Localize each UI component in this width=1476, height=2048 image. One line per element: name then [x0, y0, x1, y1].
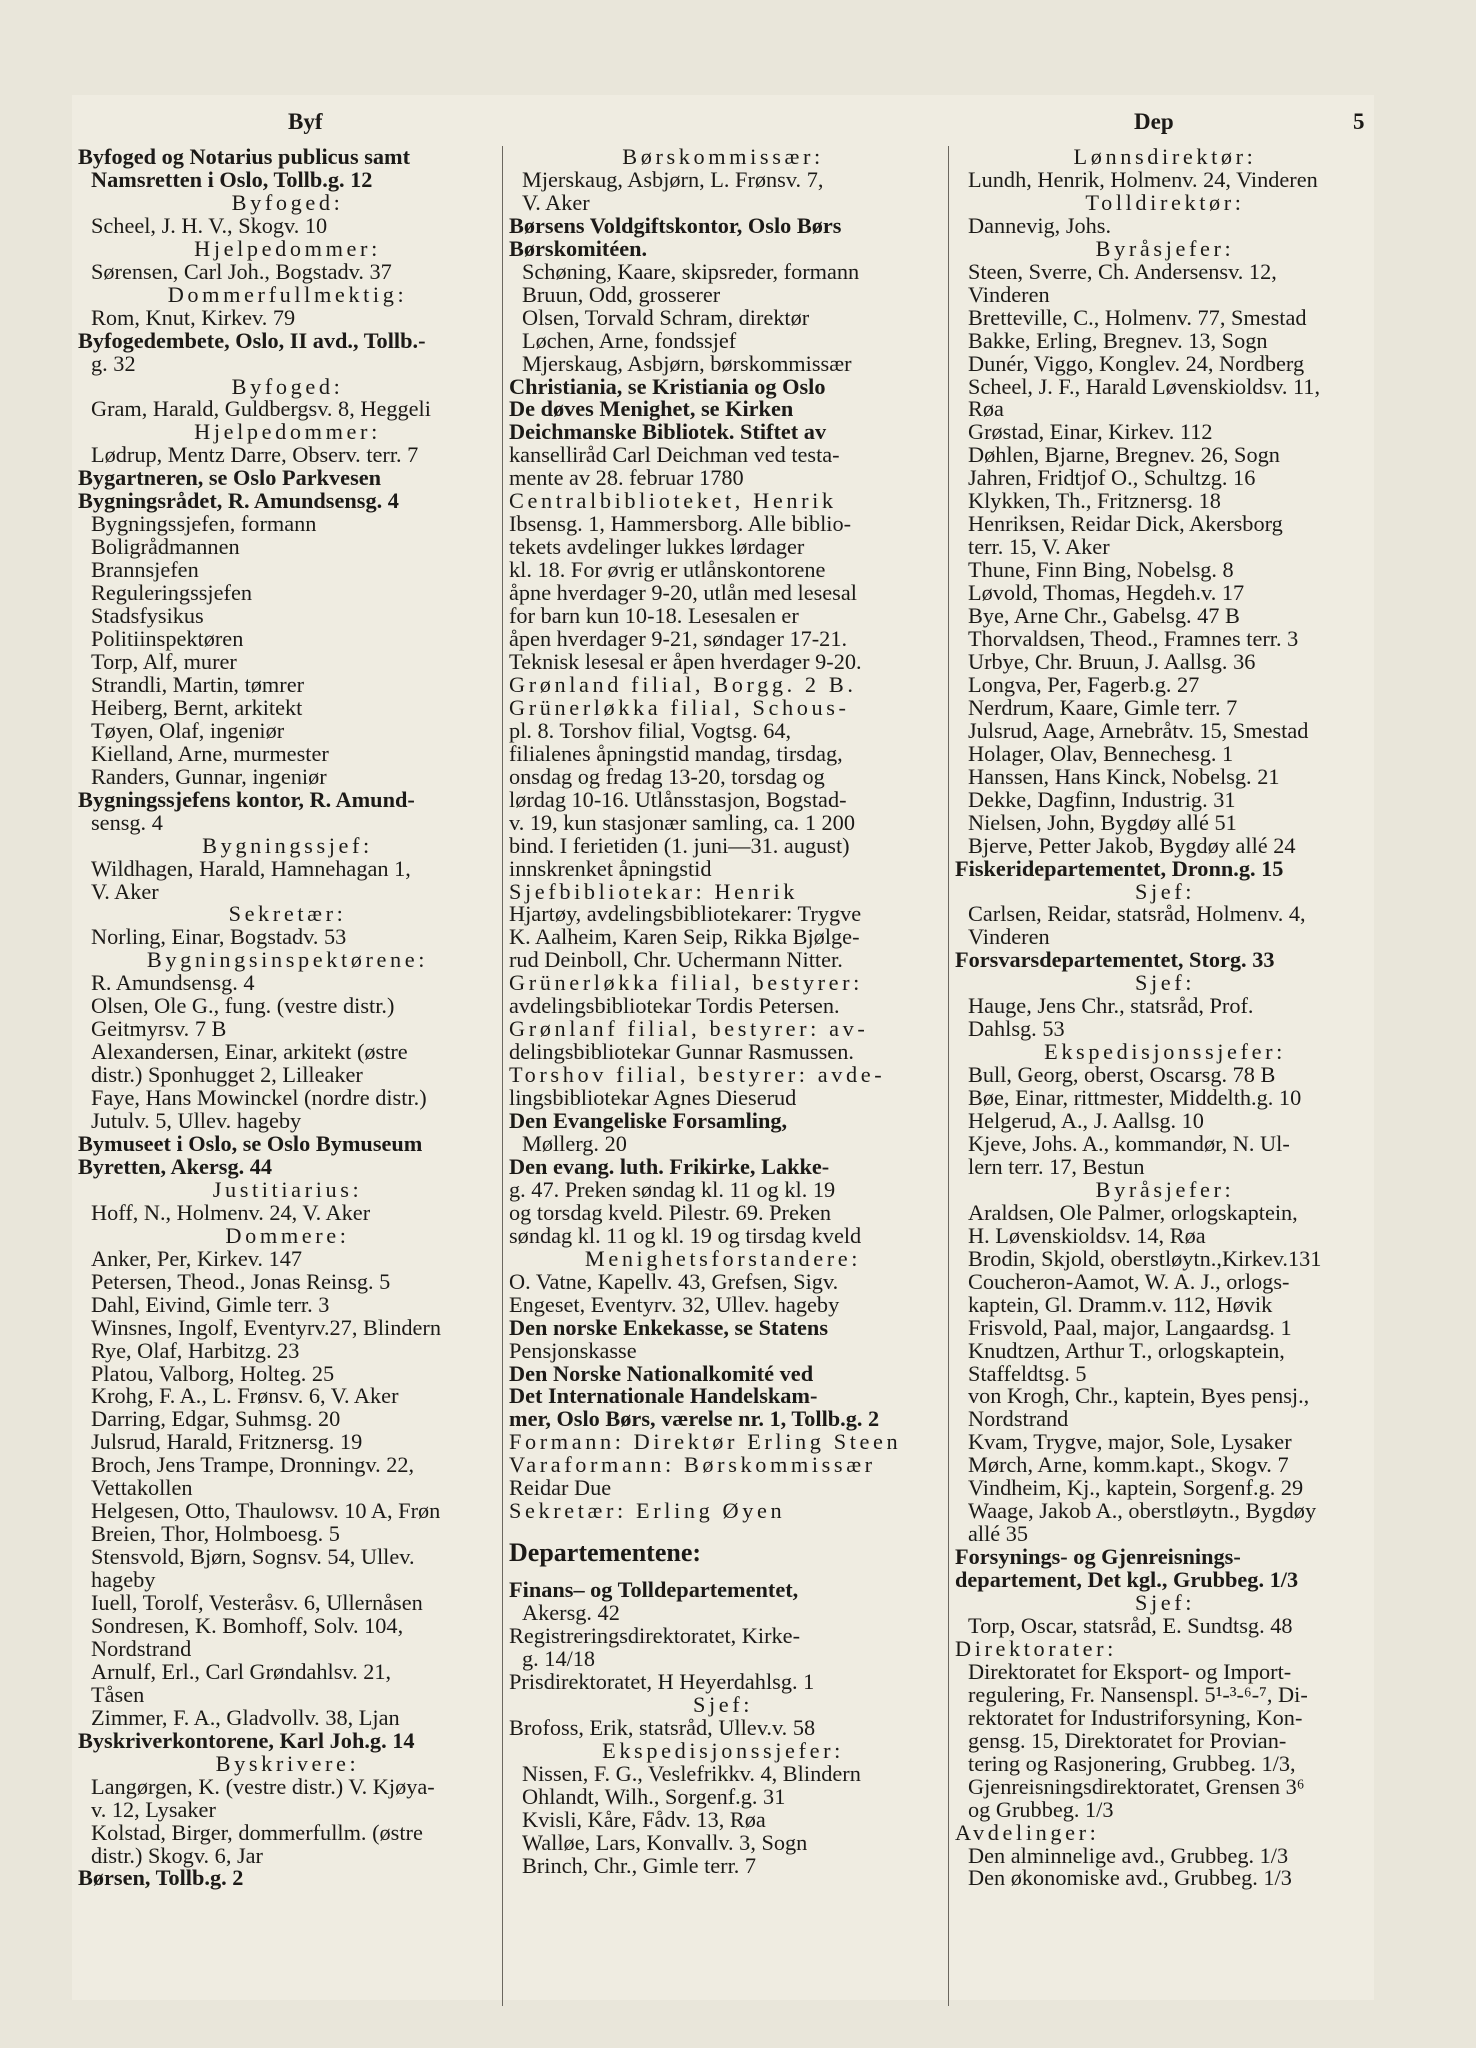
entry-line: søndag kl. 11 og kl. 19 og tirsdag kveld: [509, 1222, 862, 1248]
role-heading: Varaformann: Børskommissær: [509, 1452, 876, 1478]
entry-line: Mjerskaug, Asbjørn, børskommissær: [522, 350, 852, 376]
entry-line: Rom, Knut, Kirkev. 79: [91, 304, 296, 330]
entry-line: Vinderen: [968, 281, 1050, 307]
entry-line: regulering, Fr. Nansenspl. 5¹-³-⁶-⁷, Di-: [968, 1681, 1308, 1707]
entry-line: Møllerg. 20: [522, 1130, 627, 1156]
entry-line: Bye, Arne Chr., Gabelsg. 47 B: [968, 603, 1240, 629]
entry-line: Kvam, Trygve, major, Sole, Lysaker: [968, 1429, 1292, 1455]
entry-line: Klykken, Th., Fritznersg. 18: [968, 488, 1221, 514]
entry-line: Sørensen, Carl Joh., Bogstadv. 37: [91, 258, 392, 284]
entry-line: Langørgen, K. (vestre distr.) V. Kjøya-: [91, 1773, 435, 1799]
entry-heading: Byfogedembete, Oslo, II avd., Tollb.-: [78, 327, 426, 353]
entry-line: Registreringsdirektoratet, Kirke-: [509, 1623, 801, 1649]
entry-line: kanselliråd Carl Deichman ved testa-: [509, 442, 840, 468]
entry-line: Mørch, Arne, komm.kapt., Skogv. 7: [968, 1452, 1289, 1478]
entry-heading: Den evang. luth. Frikirke, Lakke-: [509, 1153, 830, 1179]
entry-line: kaptein, Gl. Dramm.v. 112, Høvik: [968, 1291, 1273, 1317]
entry-line: allé 35: [968, 1521, 1029, 1547]
entry-line: Vinderen: [968, 924, 1050, 950]
entry-line: Den alminnelige avd., Grubbeg. 1/3: [968, 1842, 1289, 1868]
entry-line: distr.) Sponhugget 2, Lilleaker: [91, 1062, 363, 1088]
entry-line: Dahl, Eivind, Gimle terr. 3: [91, 1291, 330, 1317]
entry-line: Grøstad, Einar, Kirkev. 112: [968, 419, 1213, 445]
entry-line: Dekke, Dagfinn, Industrig. 31: [968, 786, 1236, 812]
entry-line: pl. 8. Torshov filial, Vogtsg. 64,: [509, 717, 792, 743]
entry-line: tering og Rasjonering, Grubbeg. 1/3,: [968, 1750, 1296, 1776]
entry-line: Kjeve, Johs. A., kommandør, N. Ul-: [968, 1130, 1290, 1156]
column-1: [78, 146, 497, 1890]
entry-line: kl. 18. For øvrig er utlånskontorene: [509, 557, 826, 583]
column-3: [955, 146, 1375, 1890]
entry-line: avdelingsbibliotekar Tordis Petersen.: [509, 993, 840, 1019]
role-heading: Grünerløkka filial, bestyrer:: [509, 970, 863, 996]
entry-line: Brodin, Skjold, oberstløytn.,Kirkev.131: [968, 1245, 1322, 1271]
entry-heading: Bygartneren, se Oslo Parkvesen: [78, 465, 382, 491]
entry-heading: Den Norske Nationalkomité ved: [509, 1360, 814, 1386]
entry-line: Iuell, Torolf, Vesteråsv. 6, Ullernåsen: [91, 1590, 423, 1616]
entry-line: onsdag og fredag 13-20, torsdag og: [509, 763, 825, 789]
entry-line: Heiberg, Bernt, arkitekt: [91, 694, 303, 720]
entry-heading: Finans– og Tolldepartementet,: [509, 1577, 799, 1603]
entry-line: Torp, Oscar, statsråd, E. Sundtsg. 48: [968, 1613, 1293, 1638]
entry-heading: Bymuseet i Oslo, se Oslo Bymuseum: [78, 1130, 423, 1156]
entry-line: Geitmyrsv. 7 B: [91, 1016, 227, 1042]
entry-line: Prisdirektoratet, H Heyerdahlsg. 1: [509, 1669, 815, 1694]
role-heading: Hjelpedommer:: [194, 235, 381, 261]
role-heading: Direktorater:: [955, 1635, 1117, 1661]
entry-line: Thorvaldsen, Theod., Framnes terr. 3: [968, 626, 1299, 652]
section-heading: Departementene:: [509, 1538, 702, 1568]
entry-line: lern terr. 17, Bestun: [968, 1153, 1145, 1179]
entry-line: Torp, Alf, murer: [91, 648, 237, 674]
entry-line: Bygningssjefen, formann: [91, 511, 317, 537]
entry-line: Den økonomiske avd., Grubbeg. 1/3: [968, 1865, 1292, 1891]
entry-line: Platou, Valborg, Holteg. 25: [91, 1360, 335, 1386]
entry-line: åpne hverdager 9-20, utlån med lesesal: [509, 580, 857, 606]
entry-line: Vettakollen: [91, 1475, 193, 1501]
entry-line: mente av 28. februar 1780: [509, 465, 744, 491]
entry-line: Coucheron-Aamot, W. A. J., orlogs-: [968, 1268, 1290, 1294]
entry-line: Krohg, F. A., L. Frønsv. 6, V. Aker: [91, 1383, 399, 1409]
entry-line: Reidar Due: [509, 1475, 612, 1501]
entry-line: Politiinspektøren: [91, 626, 244, 652]
entry-line: Lødrup, Mentz Darre, Observ. terr. 7: [91, 442, 419, 468]
role-heading: Torshov filial, bestyrer: avde-: [509, 1062, 886, 1088]
role-heading: Sjef:: [1134, 1590, 1196, 1616]
entry-line: Steen, Sverre, Ch. Andersensv. 12,: [968, 258, 1277, 284]
entry-line: Direktoratet for Eksport- og Import-: [968, 1658, 1292, 1684]
entry-heading: Den Evangeliske Forsamling,: [509, 1108, 788, 1134]
entry-heading: Den norske Enkekasse, se Statens: [509, 1314, 829, 1340]
entry-line: Staffeldtsg. 5: [968, 1360, 1087, 1386]
entry-line: Ibsensg. 1, Hammersborg. Alle biblio-: [509, 511, 852, 537]
entry-line: Bakke, Erling, Bregnev. 13, Sogn: [968, 327, 1268, 353]
entry-line: og torsdag kveld. Pilestr. 69. Preken: [509, 1199, 832, 1225]
role-heading: Tolldirektør:: [1085, 189, 1245, 215]
entry-line: Mjerskaug, Asbjørn, L. Frønsv. 7,: [522, 166, 824, 192]
entry-line: Tåsen: [91, 1681, 145, 1707]
entry-line: Stensvold, Bjørn, Sognsv. 54, Ullev.: [91, 1544, 415, 1570]
entry-line: Hauge, Jens Chr., statsråd, Prof.: [968, 993, 1254, 1019]
entry-line: Bull, Georg, oberst, Oscarsg. 78 B: [968, 1062, 1276, 1088]
entry-heading: mer, Oslo Børs, værelse nr. 1, Tollb.g. 2: [509, 1406, 880, 1432]
entry-line: Scheel, J. F., Harald Løvenskioldsv. 11,: [968, 373, 1321, 399]
entry-line: Brofoss, Erik, statsråd, Ullev.v. 58: [509, 1714, 816, 1740]
entry-heading: Byfoged og Notarius publicus samt: [78, 144, 411, 169]
entry-line: Schøning, Kaare, skipsreder, formann: [522, 258, 860, 284]
role-heading: Byskrivere:: [215, 1750, 360, 1776]
entry-line: K. Aalheim, Karen Seip, Rikka Bjølge-: [509, 924, 860, 950]
entry-line: Alexandersen, Einar, arkitekt (østre: [91, 1039, 408, 1065]
entry-line: Nissen, F. G., Veslefrikkv. 4, Blindern: [522, 1760, 861, 1786]
role-heading: Formann: Direktør Erling Steen: [509, 1429, 902, 1455]
entry-line: Boligrådmannen: [91, 534, 240, 560]
role-heading: Lønnsdirektør:: [1073, 144, 1257, 169]
entry-line: Knudtzen, Arthur T., orlogskaptein,: [968, 1337, 1285, 1363]
entry-line: rektoratet for Industriforsyning, Kon-: [968, 1704, 1303, 1730]
entry-heading: Namsretten i Oslo, Tollb.g. 12: [91, 166, 373, 192]
column-divider: [948, 146, 949, 2006]
entry-line: for barn kun 10-18. Lesesalen er: [509, 603, 799, 629]
entry-line: Darring, Edgar, Suhmsg. 20: [91, 1406, 341, 1432]
entry-line: sensg. 4: [91, 809, 163, 835]
role-heading: Byfoged:: [231, 373, 344, 399]
role-heading: Byråsjefer:: [1095, 235, 1235, 261]
entry-heading: Børsens Voldgiftskontor, Oslo Børs: [509, 212, 842, 238]
entry-line: H. Løvenskioldsv. 14, Røa: [968, 1222, 1206, 1248]
entry-line: Hjartøy, avdelingsbibliotekarer: Trygve: [509, 901, 862, 927]
role-heading: Dommerfullmektig:: [167, 281, 408, 307]
role-heading: Sekretær:: [228, 901, 347, 927]
entry-line: Brannsjefen: [91, 557, 199, 583]
entry-line: Brinch, Chr., Gimle terr. 7: [522, 1852, 757, 1878]
entry-line: bind. I ferietiden (1. juni—31. august): [509, 832, 850, 858]
entry-line: Frisvold, Paal, major, Langaardsg. 1: [968, 1314, 1292, 1340]
entry-line: lørdag 10-16. Utlånsstasjon, Bogstad-: [509, 786, 847, 812]
entry-line: Vindheim, Kj., kaptein, Sorgenf.g. 29: [968, 1475, 1304, 1501]
entry-line: Thune, Finn Bing, Nobelsg. 8: [968, 557, 1234, 583]
entry-line: Ohlandt, Wilh., Sorgenf.g. 31: [522, 1783, 786, 1809]
entry-line: Bretteville, C., Holmenv. 77, Smestad: [968, 304, 1307, 330]
entry-line: O. Vatne, Kapellv. 43, Grefsen, Sigv.: [509, 1268, 839, 1294]
entry-line: terr. 15, V. Aker: [968, 534, 1110, 560]
entry-line: distr.) Skogv. 6, Jar: [91, 1842, 263, 1868]
entry-line: v. 12, Lysaker: [91, 1796, 216, 1822]
role-heading: Bygningsinspektørene:: [146, 947, 429, 973]
entry-line: V. Aker: [522, 189, 590, 215]
role-heading: Byfoged:: [231, 189, 344, 215]
entry-line: V. Aker: [91, 878, 159, 904]
role-heading: Ekspedisjonssjefer:: [1044, 1039, 1286, 1065]
header-left: Byf: [288, 109, 323, 134]
role-heading: Dommere:: [225, 1222, 350, 1248]
entry-line: g. 32: [91, 350, 136, 376]
entry-line: g. 14/18: [522, 1646, 596, 1672]
entry-heading: Christiania, se Kristiania og Oslo: [509, 373, 826, 399]
entry-line: R. Amundsensg. 4: [91, 970, 255, 996]
entry-line: Engeset, Eventyrv. 32, Ullev. hageby: [509, 1291, 840, 1317]
entry-line: Zimmer, F. A., Gladvollv. 38, Ljan: [91, 1704, 400, 1730]
entry-line: Bøe, Einar, rittmester, Middelth.g. 10: [968, 1085, 1302, 1111]
entry-line: Norling, Einar, Bogstadv. 53: [91, 924, 347, 950]
entry-line: Sondresen, K. Bomhoff, Solv. 104,: [91, 1613, 404, 1638]
entry-line: Jahren, Fridtjof O., Schultzg. 16: [968, 465, 1256, 491]
entry-line: Urbye, Chr. Bruun, J. Aallsg. 36: [968, 648, 1256, 674]
entry-line: Pensjonskasse: [509, 1337, 637, 1363]
role-heading: Grünerløkka filial, Schous-: [509, 694, 850, 720]
entry-heading: Forsynings- og Gjenreisnings-: [955, 1544, 1241, 1570]
role-heading: Sekretær: Erling Øyen: [509, 1498, 786, 1524]
role-heading: Børskommissær:: [622, 144, 824, 169]
entry-line: Nordstrand: [91, 1635, 192, 1661]
entry-line: åpen hverdager 9-21, søndager 17-21.: [509, 626, 848, 652]
entry-line: tekets avdelinger lukkes lørdager: [509, 534, 805, 560]
entry-line: rud Deinboll, Chr. Uchermann Nitter.: [509, 947, 843, 973]
entry-line: Reguleringssjefen: [91, 580, 252, 606]
entry-line: Faye, Hans Mowinckel (nordre distr.): [91, 1085, 427, 1111]
entry-line: Anker, Per, Kirkev. 147: [91, 1245, 303, 1271]
entry-heading: Børskomitéen.: [509, 235, 648, 261]
entry-line: gensg. 15, Direktoratet for Provian-: [968, 1727, 1287, 1753]
document-page: [72, 95, 1374, 2000]
entry-line: von Krogh, Chr., kaptein, Byes pensj.,: [968, 1383, 1310, 1409]
entry-line: Julsrud, Aage, Arnebråtv. 15, Smestad: [968, 717, 1309, 743]
entry-heading: Fiskeridepartementet, Dronn.g. 15: [955, 855, 1284, 881]
entry-line: Bruun, Odd, grosserer: [522, 281, 721, 307]
entry-line: Lundh, Henrik, Holmenv. 24, Vinderen: [968, 166, 1318, 192]
role-heading: Sjef:: [1134, 878, 1196, 904]
role-heading: Sjef:: [692, 1691, 754, 1717]
entry-line: Kielland, Arne, murmester: [91, 740, 329, 766]
page-number: 5: [1353, 109, 1365, 134]
entry-line: v. 19, kun stasjonær samling, ca. 1 200: [509, 809, 855, 835]
entry-line: Holager, Olav, Bennechesg. 1: [968, 740, 1234, 766]
role-heading: Justitiarius:: [212, 1176, 363, 1202]
entry-line: Helgesen, Otto, Thaulowsv. 10 A, Frøn: [91, 1498, 441, 1524]
entry-line: Dunér, Viggo, Konglev. 24, Nordberg: [968, 350, 1305, 376]
entry-line: Helgerud, A., J. Aallsg. 10: [968, 1108, 1204, 1134]
entry-line: Nerdrum, Kaare, Gimle terr. 7: [968, 694, 1238, 720]
entry-line: lingsbibliotekar Agnes Dieserud: [509, 1085, 797, 1111]
role-heading: Grønland filial, Borgg. 2 B.: [509, 671, 857, 697]
role-heading: Centralbiblioteket, Henrik: [509, 488, 837, 514]
entry-line: Tøyen, Olaf, ingeniør: [91, 717, 285, 743]
entry-line: Døhlen, Bjarne, Bregnev. 26, Sogn: [968, 442, 1280, 468]
entry-line: Wildhagen, Harald, Hamnehagan 1,: [91, 855, 411, 881]
entry-line: Kolstad, Birger, dommerfullm. (østre: [91, 1819, 423, 1845]
entry-line: Gjenreisningsdirektoratet, Grensen 3⁶: [968, 1773, 1305, 1799]
entry-line: Scheel, J. H. V., Skogv. 10: [91, 212, 328, 238]
entry-line: Hanssen, Hans Kinck, Nobelsg. 21: [968, 763, 1280, 789]
entry-line: delingsbibliotekar Gunnar Rasmussen.: [509, 1039, 854, 1065]
entry-line: Broch, Jens Trampe, Dronningv. 22,: [91, 1452, 415, 1478]
role-heading: Menighetsforstandere:: [584, 1245, 862, 1271]
entry-heading: Byretten, Akersg. 44: [78, 1153, 273, 1179]
entry-heading: Forsvarsdepartementet, Storg. 33: [955, 947, 1275, 973]
entry-heading: Bygningsrådet, R. Amundsensg. 4: [78, 488, 399, 514]
column-2: [509, 146, 937, 1878]
entry-line: Gram, Harald, Guldbergsv. 8, Heggeli: [91, 396, 431, 422]
entry-line: Walløe, Lars, Konvallv. 3, Sogn: [522, 1829, 808, 1855]
role-heading: Sjefbibliotekar: Henrik: [509, 878, 798, 904]
role-heading: Bygningssjef:: [202, 832, 373, 858]
entry-line: Araldsen, Ole Palmer, orlogskaptein,: [968, 1199, 1298, 1225]
entry-line: Olsen, Ole G., fung. (vestre distr.): [91, 993, 395, 1019]
entry-line: Løvold, Thomas, Hegdeh.v. 17: [968, 580, 1245, 606]
entry-line: Jutulv. 5, Ullev. hageby: [91, 1108, 302, 1134]
entry-line: Akersg. 42: [522, 1600, 620, 1626]
column-divider: [502, 146, 503, 2006]
role-heading: Sjef:: [1134, 970, 1196, 996]
entry-line: Stadsfysikus: [91, 603, 204, 629]
entry-line: Randers, Gunnar, ingeniør: [91, 763, 327, 789]
entry-line: Breien, Thor, Holmboesg. 5: [91, 1521, 340, 1547]
role-heading: Ekspedisjonssjefer:: [602, 1737, 844, 1763]
running-header: [72, 109, 1374, 139]
entry-heading: departement, Det kgl., Grubbeg. 1/3: [955, 1567, 1299, 1593]
entry-heading: Børsen, Tollb.g. 2: [78, 1865, 244, 1891]
entry-line: Olsen, Torvald Schram, direktør: [522, 304, 810, 330]
entry-line: filialenes åpningstid mandag, tirsdag,: [509, 740, 843, 766]
entry-line: Hoff, N., Holmenv. 24, V. Aker: [91, 1199, 371, 1225]
entry-heading: De døves Menighet, se Kirken: [509, 396, 794, 422]
entry-line: Waage, Jakob A., oberstløytn., Bygdøy: [968, 1498, 1317, 1524]
entry-heading: Byskriverkontorene, Karl Joh.g. 14: [78, 1727, 415, 1753]
entry-line: Julsrud, Harald, Fritznersg. 19: [91, 1429, 363, 1455]
entry-line: Henriksen, Reidar Dick, Akersborg: [968, 511, 1283, 537]
entry-line: Longva, Per, Fagerb.g. 27: [968, 671, 1200, 697]
entry-line: Dahlsg. 53: [968, 1016, 1065, 1042]
entry-line: Rye, Olaf, Harbitzg. 23: [91, 1337, 300, 1363]
entry-line: innskrenket åpningstid: [509, 855, 712, 881]
entry-line: Petersen, Theod., Jonas Reinsg. 5: [91, 1268, 391, 1294]
entry-line: og Grubbeg. 1/3: [968, 1796, 1114, 1822]
header-right: Dep: [1134, 109, 1174, 134]
entry-line: Strandli, Martin, tømrer: [91, 671, 305, 697]
entry-line: hageby: [91, 1567, 156, 1593]
entry-line: Bjerve, Petter Jakob, Bygdøy allé 24: [968, 832, 1296, 858]
entry-line: Dannevig, Johs.: [968, 212, 1112, 238]
entry-line: g. 47. Preken søndag kl. 11 og kl. 19: [509, 1176, 836, 1202]
role-heading: Hjelpedommer:: [194, 419, 381, 445]
entry-line: Kvisli, Kåre, Fådv. 13, Røa: [522, 1806, 766, 1832]
role-heading: Avdelinger:: [955, 1819, 1100, 1845]
entry-line: Carlsen, Reidar, statsråd, Holmenv. 4,: [968, 901, 1306, 927]
entry-line: Røa: [968, 396, 1004, 422]
role-heading: Byråsjefer:: [1095, 1176, 1235, 1202]
entry-line: Nielsen, John, Bygdøy allé 51: [968, 809, 1237, 835]
entry-line: Arnulf, Erl., Carl Grøndahlsv. 21,: [91, 1658, 392, 1684]
entry-heading: Det Internationale Handelskam-: [509, 1383, 818, 1409]
entry-line: Teknisk lesesal er åpen hverdager 9-20.: [509, 648, 862, 674]
role-heading: Grønlanf filial, bestyrer: av-: [509, 1016, 869, 1042]
entry-heading: Bygningssjefens kontor, R. Amund-: [78, 786, 415, 812]
entry-line: Winsnes, Ingolf, Eventyrv.27, Blindern: [91, 1314, 442, 1340]
entry-line: Løchen, Arne, fondssjef: [522, 327, 737, 353]
entry-heading: Deichmanske Bibliotek. Stiftet av: [509, 419, 827, 445]
entry-line: Nordstrand: [968, 1406, 1069, 1432]
